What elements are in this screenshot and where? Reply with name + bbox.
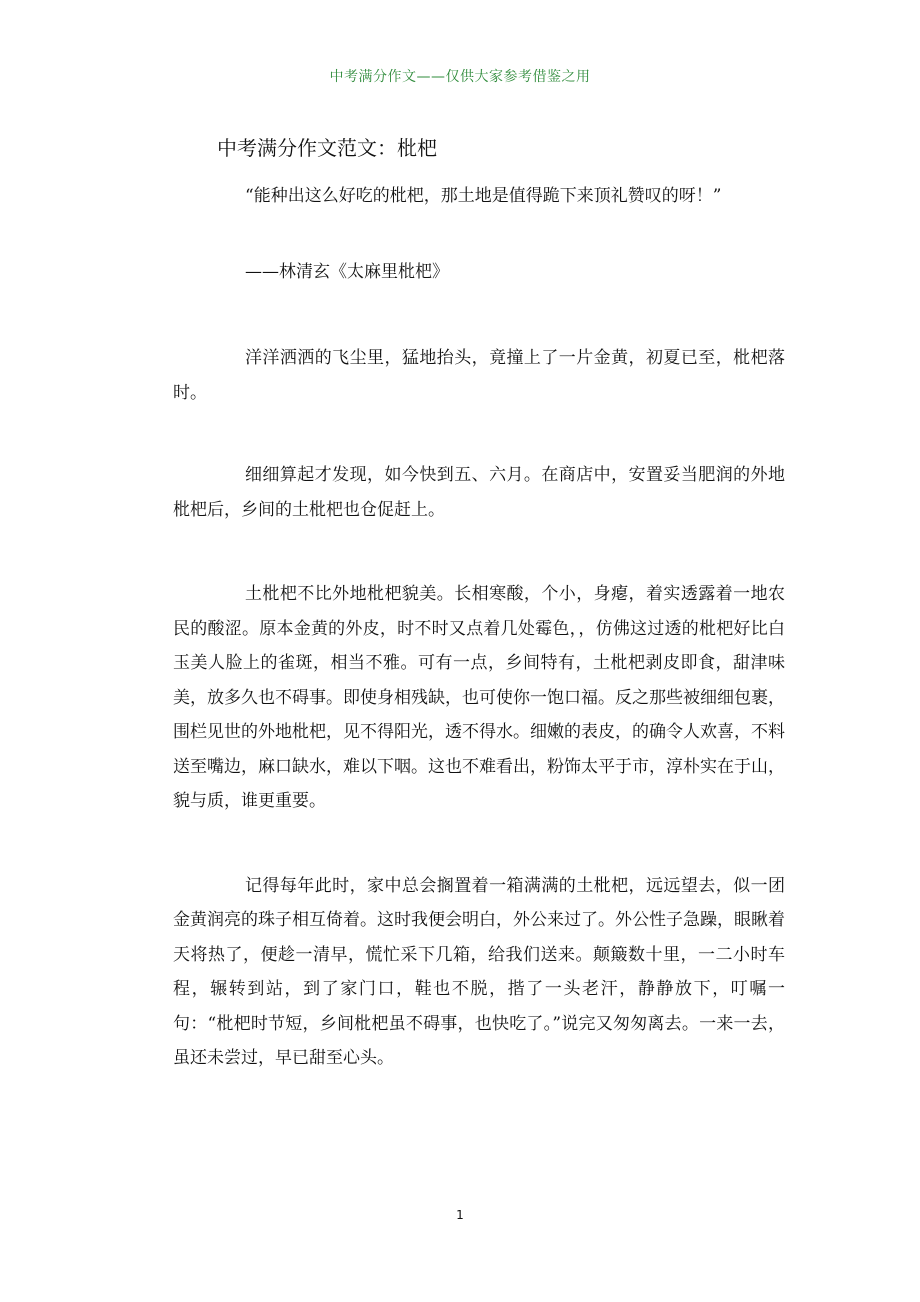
document-header: 中考满分作文——仅供大家参考借鉴之用 [329,69,591,85]
article-body [173,131,785,1076]
paragraph-3: 土枇杷不比外地枇杷貌美。长相寒酸，个小，身瘪，着实透露着一地农民的酸涩。原本金黄的外皮，时不时又点着几处霉色，，仿佛这过透的枇杷好比白玉美人脸上的雀斑，相当不雅。可有一点，乡间特有，土枇杷剥皮即食，甜津味美，放多久也不碍事。即使身相残缺，也可使你一饱口福。反之那些被细细包裹，围栏见世的外地枇杷，见不得阳光，透不得水。细嫩的表皮，的确令人欢喜，不料送至嘴边，麻口缺水，难以下咽。这也不难看出，粉饰太平于市，淳朴实在于山，貌与质，谁更重要。 [173,584,785,811]
page-number: 1 [456,1208,464,1222]
paragraph-2: 细细算起才发现，如今快到五、六月。在商店中，安置妥当肥润的外地枇杷后，乡间的土枇杷也仓促赶上。 [173,465,785,520]
paragraph-1: 洋洋洒洒的飞尘里，猛地抬头，竟撞上了一片金黄，初夏已至，枇杷落时。 [173,348,785,403]
epigraph-quote: “能种出这么好吃的枇杷，那土地是值得跪下来顶礼赞叹的呀！” [245,186,722,206]
epigraph-attribution: ——林清玄《太麻里枇杷》 [245,262,449,282]
article-title: 中考满分作文范文：枇杷 [217,136,437,160]
paragraph-4: 记得每年此时，家中总会搁置着一箱满满的土枇杷，远远望去，似一团金黄润亮的珠子相互倚着。这时我便会明白，外公来过了。外公性子急躁，眼瞅着天将热了，便趁一清早，慌忙采下几箱，给我们送来。颠簸数十里，一二小时车程，辗转到站，到了家门口，鞋也不脱，揩了一头老汗，静静放下，叮嘱一句：“枇杷时节短，乡间枇杷虽不碍事，也快吃了。”说完又匆匆离去。一来一去，虽还未尝过，早已甜至心头。 [173,875,785,1068]
